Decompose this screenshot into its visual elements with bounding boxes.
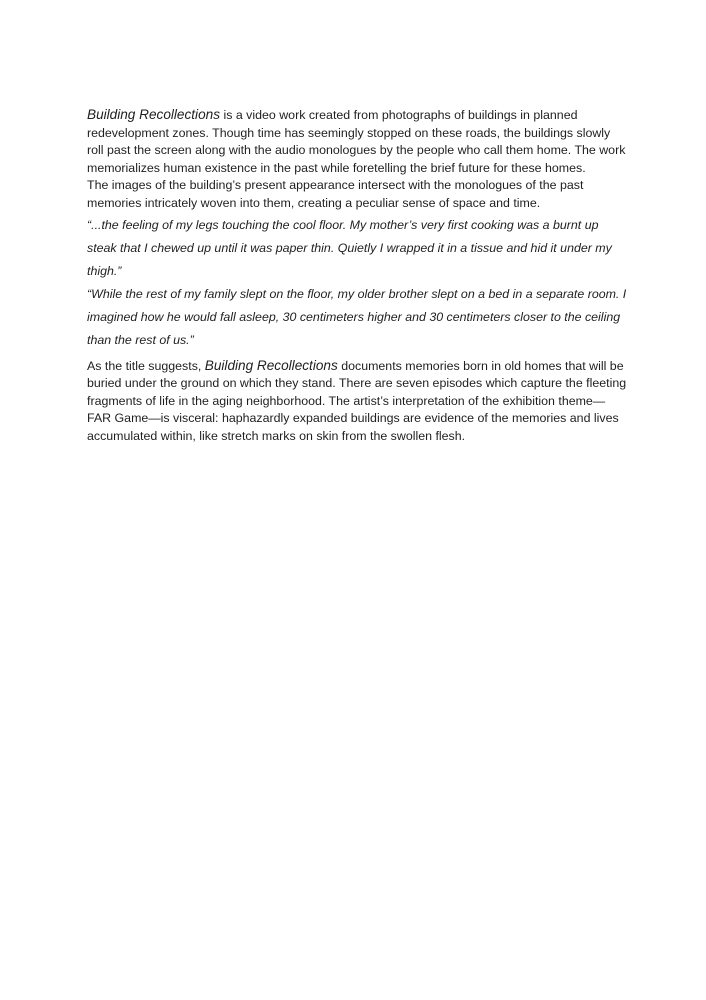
closing-text: documents memories born in old homes that will be buried under the ground on which they stand. There are seven episodes which capture the fleeting fragments of life in the aging neighborhood. The artist’s interpretation of the exhibition theme—FAR Game—is visceral: haphazardly expanded buildings are evidence of the memories and lives accumulated within, like stretch marks on skin from the swollen flesh. — [87, 358, 627, 443]
document-body — [87, 106, 627, 446]
quote-brother: “While the rest of my family slept on the floor, my older brother slept on a bed in a separate room. I imagined how he would fall asleep, 30 centimeters higher and 30 centimeters closer to the ceiling than the rest of us.” — [87, 286, 627, 347]
work-title: Building Recollections — [87, 107, 220, 122]
closing-prefix: As the title suggests, — [87, 358, 205, 373]
work-title-inline: Building Recollections — [204, 357, 338, 373]
quote-floor: “...the feeling of my legs touching the cool floor. My mother’s very first cooking was a burnt up steak that I chewed up until it was paper thin. Quietly I wrapped it in a tissue and hid it under my thigh.” — [87, 217, 612, 278]
intro-paragraph — [87, 106, 627, 177]
intro-text: is a video work created from photographs of buildings in planned redevelopment zones. Though time has seemingly stopped on these roads, the buildings slowly roll past the screen along with the audio monologues by the people who call them home. The work memorializes human existence in the past while foretelling the brief future for these homes. — [87, 108, 626, 175]
space-time-paragraph: The images of the building’s present appearance intersect with the monologues of the past memories intricately woven into them, creating a peculiar sense of space and time. — [87, 178, 584, 210]
closing-paragraph — [87, 357, 627, 446]
